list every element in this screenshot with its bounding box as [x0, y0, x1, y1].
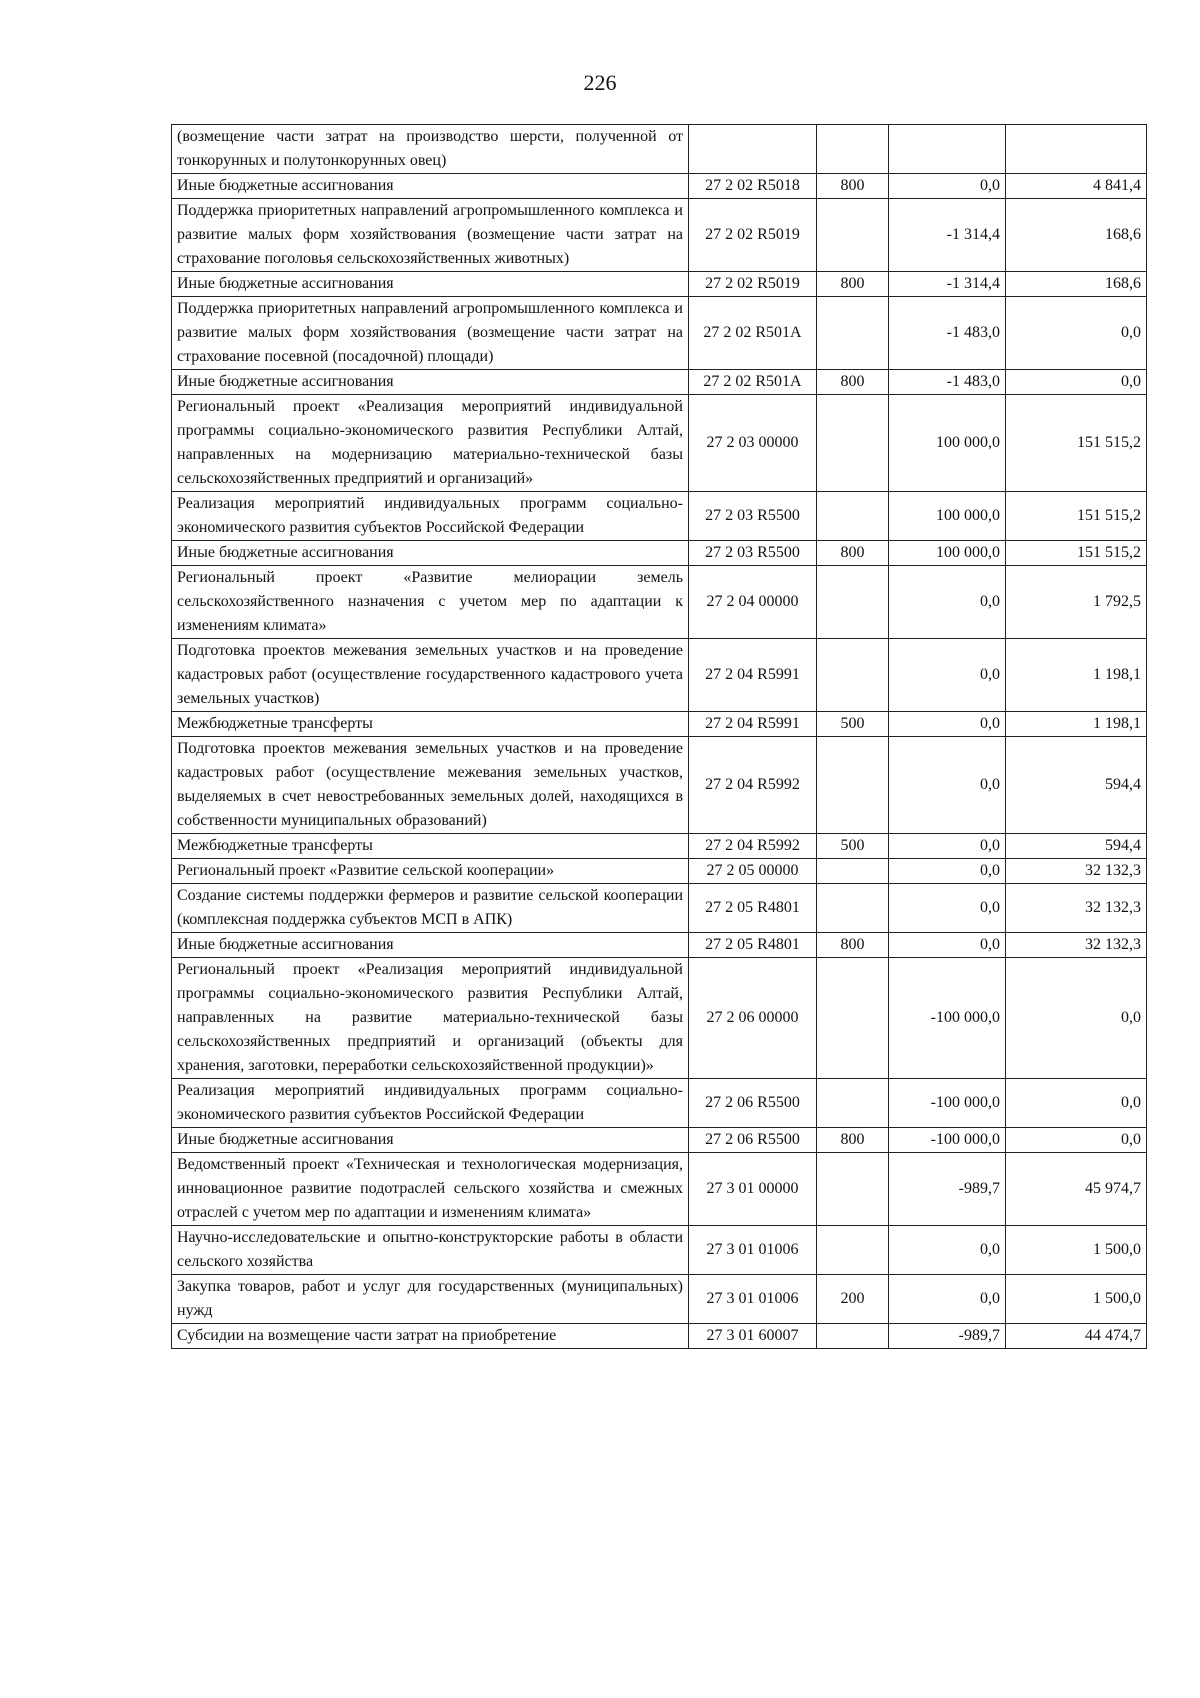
table-row	[172, 199, 1147, 272]
row-name-cell: Региональный проект «Развитие сельской кооперации»	[172, 859, 689, 884]
table-row	[172, 1153, 1147, 1226]
row-expense-type-cell	[817, 1153, 889, 1226]
row-name-cell: Иные бюджетные ассигнования	[172, 1128, 689, 1153]
row-change-amount-cell: 0,0	[889, 834, 1006, 859]
row-name-cell: Межбюджетные трансферты	[172, 712, 689, 737]
row-code-cell: 27 2 02 R501A	[689, 297, 817, 370]
row-code-cell: 27 2 02 R5018	[689, 174, 817, 199]
row-change-amount-cell: -989,7	[889, 1324, 1006, 1349]
table-row	[172, 834, 1147, 859]
row-total-amount-cell: 32 132,3	[1006, 933, 1147, 958]
row-expense-type-cell	[817, 958, 889, 1079]
table-row	[172, 370, 1147, 395]
table-row	[172, 958, 1147, 1079]
row-expense-type-cell	[817, 884, 889, 933]
row-code-cell: 27 2 02 R501A	[689, 370, 817, 395]
row-change-amount-cell: 0,0	[889, 933, 1006, 958]
row-code-cell: 27 2 06 R5500	[689, 1079, 817, 1128]
row-expense-type-cell	[817, 566, 889, 639]
row-total-amount-cell: 1 198,1	[1006, 712, 1147, 737]
row-expense-type-cell	[817, 125, 889, 174]
row-code-cell: 27 2 04 R5992	[689, 737, 817, 834]
row-name-cell: Закупка товаров, работ и услуг для государственных (муниципальных) нужд	[172, 1275, 689, 1324]
row-total-amount-cell: 32 132,3	[1006, 884, 1147, 933]
row-expense-type-cell	[817, 1226, 889, 1275]
row-expense-type-cell: 500	[817, 834, 889, 859]
row-name-cell: Ведомственный проект «Техническая и технологическая модернизация, инновационное развитие подотраслей сельского хозяйства и смежных отраслей с учетом мер по адаптации и изменениям климата»	[172, 1153, 689, 1226]
table-row	[172, 1226, 1147, 1275]
table-row	[172, 1079, 1147, 1128]
row-expense-type-cell: 800	[817, 370, 889, 395]
row-code-cell: 27 2 04 R5991	[689, 712, 817, 737]
row-expense-type-cell	[817, 199, 889, 272]
row-total-amount-cell: 1 198,1	[1006, 639, 1147, 712]
row-expense-type-cell: 800	[817, 174, 889, 199]
row-code-cell: 27 2 03 R5500	[689, 492, 817, 541]
row-name-cell: Поддержка приоритетных направлений агропромышленного комплекса и развитие малых форм хозяйствования (возмещение части затрат на страхование поголовья сельскохозяйственных животных)	[172, 199, 689, 272]
page-number: 226	[583, 70, 617, 95]
table-row	[172, 1275, 1147, 1324]
row-total-amount-cell	[1006, 125, 1147, 174]
budget-table	[171, 124, 1147, 1349]
row-code-cell: 27 2 04 00000	[689, 566, 817, 639]
table-row	[172, 272, 1147, 297]
row-change-amount-cell: 0,0	[889, 639, 1006, 712]
table-row	[172, 125, 1147, 174]
row-code-cell: 27 3 01 01006	[689, 1226, 817, 1275]
row-change-amount-cell: -100 000,0	[889, 1128, 1006, 1153]
row-code-cell: 27 2 02 R5019	[689, 199, 817, 272]
table-row	[172, 395, 1147, 492]
row-total-amount-cell: 45 974,7	[1006, 1153, 1147, 1226]
row-total-amount-cell: 4 841,4	[1006, 174, 1147, 199]
row-code-cell: 27 2 06 00000	[689, 958, 817, 1079]
row-expense-type-cell	[817, 737, 889, 834]
row-expense-type-cell: 200	[817, 1275, 889, 1324]
row-expense-type-cell	[817, 395, 889, 492]
row-total-amount-cell: 0,0	[1006, 1079, 1147, 1128]
table-row	[172, 541, 1147, 566]
row-change-amount-cell: -100 000,0	[889, 1079, 1006, 1128]
row-name-cell: Иные бюджетные ассигнования	[172, 272, 689, 297]
row-name-cell: Иные бюджетные ассигнования	[172, 174, 689, 199]
row-change-amount-cell: -1 314,4	[889, 199, 1006, 272]
row-total-amount-cell: 1 500,0	[1006, 1275, 1147, 1324]
row-change-amount-cell: 0,0	[889, 1226, 1006, 1275]
row-expense-type-cell: 500	[817, 712, 889, 737]
row-name-cell: Региональный проект «Реализация мероприятий индивидуальной программы социально-экономического развития Республики Алтай, направленных на модернизацию материально-технической базы сельскохозяйственных предприятий и организаций»	[172, 395, 689, 492]
table-row	[172, 712, 1147, 737]
row-total-amount-cell: 168,6	[1006, 199, 1147, 272]
row-name-cell: Поддержка приоритетных направлений агропромышленного комплекса и развитие малых форм хозяйствования (возмещение части затрат на страхование посевной (посадочной) площади)	[172, 297, 689, 370]
row-total-amount-cell: 151 515,2	[1006, 492, 1147, 541]
row-expense-type-cell: 800	[817, 933, 889, 958]
row-code-cell: 27 2 03 00000	[689, 395, 817, 492]
row-expense-type-cell	[817, 297, 889, 370]
row-name-cell: Региональный проект «Развитие мелиорации земель сельскохозяйственного назначения с учетом мер по адаптации к изменениям климата»	[172, 566, 689, 639]
row-expense-type-cell: 800	[817, 272, 889, 297]
table-row	[172, 1324, 1147, 1349]
row-code-cell: 27 2 03 R5500	[689, 541, 817, 566]
row-change-amount-cell	[889, 125, 1006, 174]
row-change-amount-cell: -1 314,4	[889, 272, 1006, 297]
row-expense-type-cell	[817, 1079, 889, 1128]
row-change-amount-cell: 0,0	[889, 712, 1006, 737]
row-name-cell: Реализация мероприятий индивидуальных программ социально-экономического развития субъектов Российской Федерации	[172, 492, 689, 541]
row-code-cell: 27 2 05 00000	[689, 859, 817, 884]
table-row	[172, 933, 1147, 958]
row-name-cell: Межбюджетные трансферты	[172, 834, 689, 859]
row-total-amount-cell: 0,0	[1006, 958, 1147, 1079]
table-row	[172, 859, 1147, 884]
row-total-amount-cell: 594,4	[1006, 834, 1147, 859]
table-row	[172, 297, 1147, 370]
row-name-cell: Подготовка проектов межевания земельных участков и на проведение кадастровых работ (осуществление государственного кадастрового учета земельных участков)	[172, 639, 689, 712]
row-change-amount-cell: -1 483,0	[889, 370, 1006, 395]
row-expense-type-cell: 800	[817, 541, 889, 566]
row-total-amount-cell: 151 515,2	[1006, 541, 1147, 566]
row-total-amount-cell: 594,4	[1006, 737, 1147, 834]
row-total-amount-cell: 1 792,5	[1006, 566, 1147, 639]
row-code-cell: 27 2 02 R5019	[689, 272, 817, 297]
row-change-amount-cell: -1 483,0	[889, 297, 1006, 370]
row-expense-type-cell	[817, 492, 889, 541]
row-change-amount-cell: 0,0	[889, 1275, 1006, 1324]
row-name-cell: Иные бюджетные ассигнования	[172, 370, 689, 395]
row-change-amount-cell: -989,7	[889, 1153, 1006, 1226]
row-total-amount-cell: 168,6	[1006, 272, 1147, 297]
row-code-cell: 27 2 06 R5500	[689, 1128, 817, 1153]
row-name-cell: (возмещение части затрат на производство шерсти, полученной от тонкорунных и полутонкорунных овец)	[172, 125, 689, 174]
row-code-cell: 27 3 01 00000	[689, 1153, 817, 1226]
row-name-cell: Подготовка проектов межевания земельных участков и на проведение кадастровых работ (осуществление межевания земельных участков, выделяемых в счет невостребованных земельных долей, находящихся в собственности муниципальных образований)	[172, 737, 689, 834]
row-change-amount-cell: 0,0	[889, 859, 1006, 884]
row-change-amount-cell: -100 000,0	[889, 958, 1006, 1079]
row-expense-type-cell	[817, 859, 889, 884]
row-name-cell: Реализация мероприятий индивидуальных программ социально-экономического развития субъектов Российской Федерации	[172, 1079, 689, 1128]
row-total-amount-cell: 0,0	[1006, 1128, 1147, 1153]
row-code-cell: 27 2 04 R5992	[689, 834, 817, 859]
row-name-cell: Иные бюджетные ассигнования	[172, 541, 689, 566]
row-change-amount-cell: 100 000,0	[889, 395, 1006, 492]
row-code-cell: 27 2 05 R4801	[689, 884, 817, 933]
row-change-amount-cell: 0,0	[889, 884, 1006, 933]
row-expense-type-cell: 800	[817, 1128, 889, 1153]
row-code-cell: 27 2 04 R5991	[689, 639, 817, 712]
table-row	[172, 1128, 1147, 1153]
row-change-amount-cell: 100 000,0	[889, 492, 1006, 541]
row-change-amount-cell: 0,0	[889, 737, 1006, 834]
row-change-amount-cell: 100 000,0	[889, 541, 1006, 566]
row-name-cell: Региональный проект «Реализация мероприятий индивидуальной программы социально-экономического развития Республики Алтай, направленных на развитие материально-технической базы сельскохозяйственных предприятий и организаций (объекты для хранения, заготовки, переработки сельскохозяйственной продукции)»	[172, 958, 689, 1079]
row-total-amount-cell: 151 515,2	[1006, 395, 1147, 492]
row-name-cell: Создание системы поддержки фермеров и развитие сельской кооперации (комплексная поддержка субъектов МСП в АПК)	[172, 884, 689, 933]
row-code-cell: 27 2 05 R4801	[689, 933, 817, 958]
row-expense-type-cell	[817, 639, 889, 712]
table-row	[172, 566, 1147, 639]
table-row	[172, 884, 1147, 933]
row-expense-type-cell	[817, 1324, 889, 1349]
row-code-cell	[689, 125, 817, 174]
row-total-amount-cell: 1 500,0	[1006, 1226, 1147, 1275]
row-name-cell: Научно-исследовательские и опытно-конструкторские работы в области сельского хозяйства	[172, 1226, 689, 1275]
row-total-amount-cell: 0,0	[1006, 370, 1147, 395]
row-total-amount-cell: 32 132,3	[1006, 859, 1147, 884]
row-code-cell: 27 3 01 01006	[689, 1275, 817, 1324]
row-name-cell: Субсидии на возмещение части затрат на приобретение	[172, 1324, 689, 1349]
row-total-amount-cell: 44 474,7	[1006, 1324, 1147, 1349]
table-row	[172, 737, 1147, 834]
row-change-amount-cell: 0,0	[889, 174, 1006, 199]
row-code-cell: 27 3 01 60007	[689, 1324, 817, 1349]
row-total-amount-cell: 0,0	[1006, 297, 1147, 370]
row-name-cell: Иные бюджетные ассигнования	[172, 933, 689, 958]
table-row	[172, 174, 1147, 199]
row-change-amount-cell: 0,0	[889, 566, 1006, 639]
table-row	[172, 492, 1147, 541]
table-row	[172, 639, 1147, 712]
